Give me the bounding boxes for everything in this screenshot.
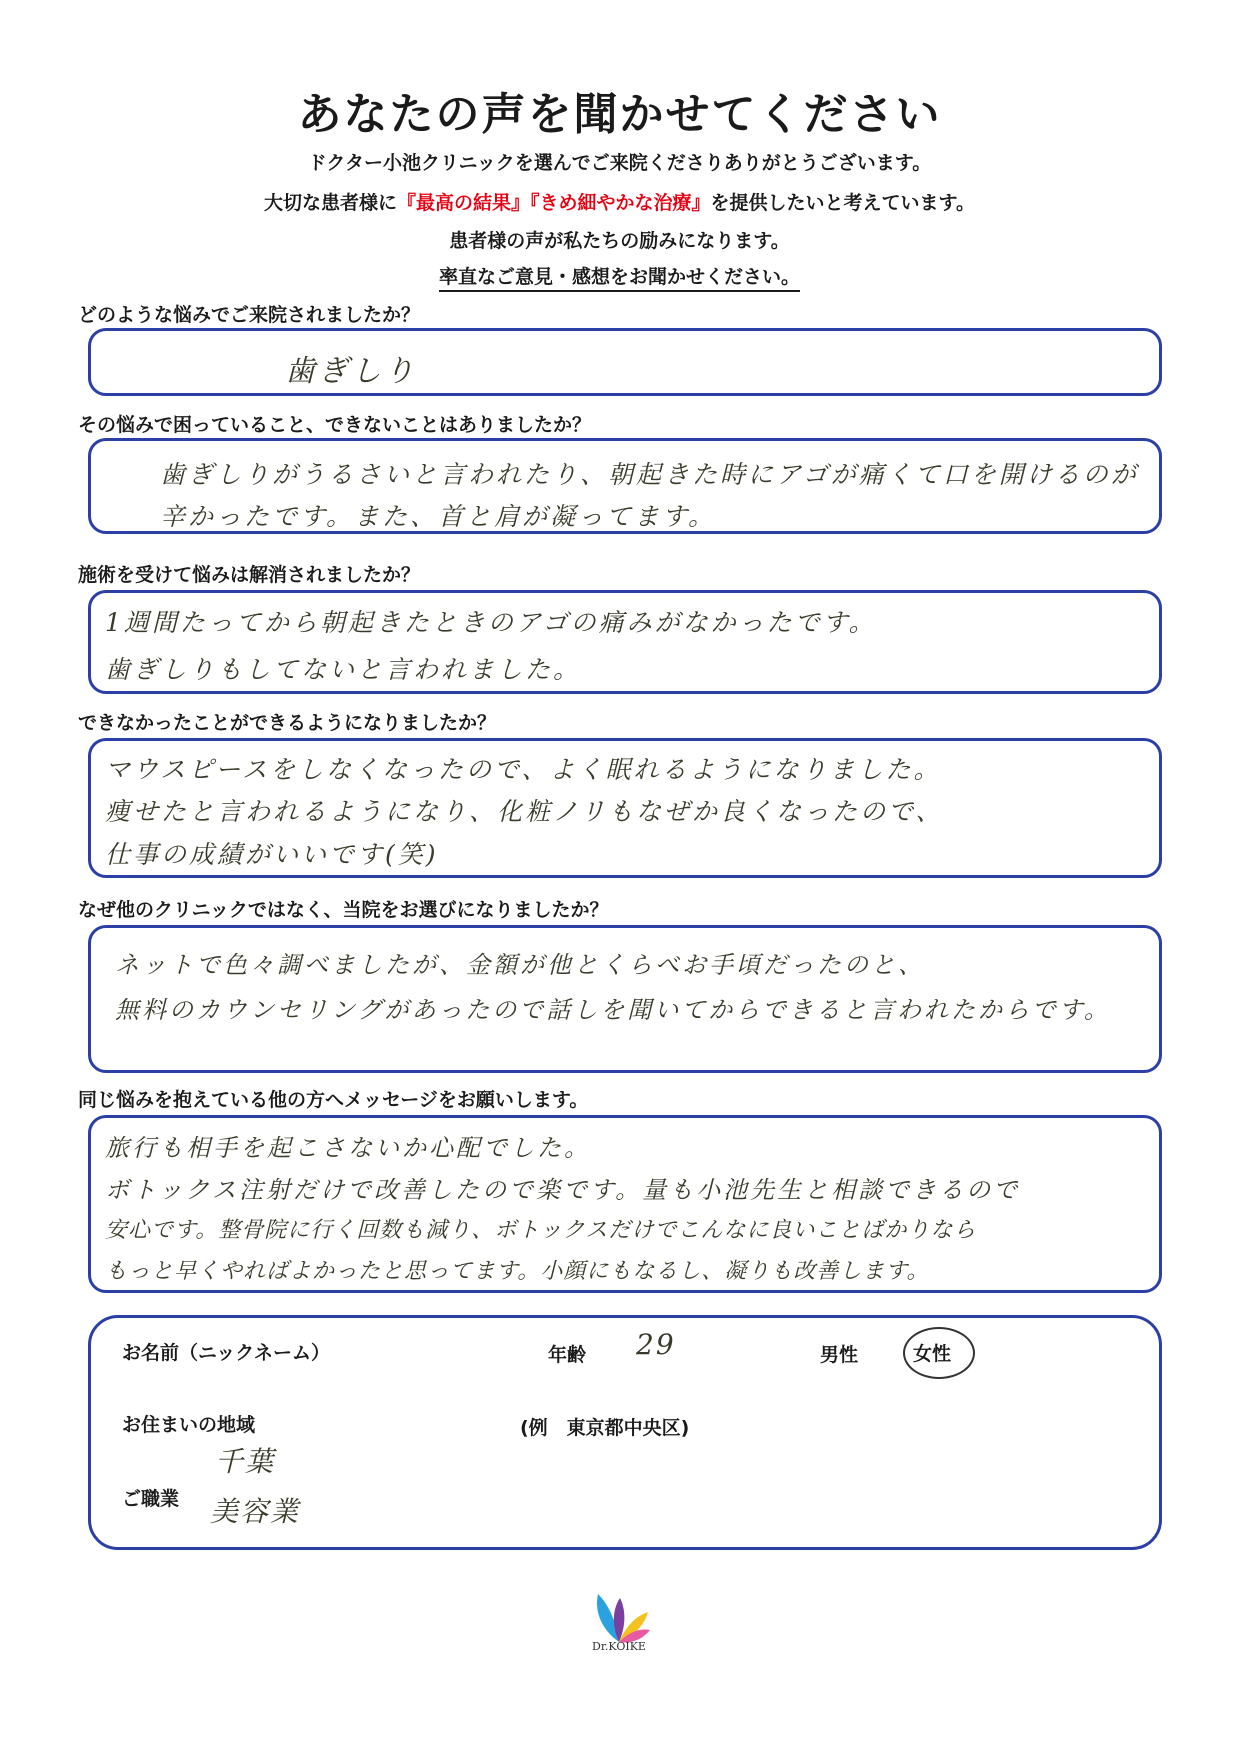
question-4-label: できなかったことができるようになりましたか？ [78, 712, 497, 734]
intro-line-4-text: 率直なご意見・感想をお聞かせください。 [439, 266, 800, 292]
age-value: 29 [636, 1328, 676, 1361]
page-title: あなたの声を聞かせてください [297, 89, 942, 140]
intro-line-2 [0, 188, 1239, 215]
question-6-answer-line-3: 安心です。整骨院に行く回数も減り、ボトックスだけでこんなに良いことばかりなら [105, 1218, 977, 1243]
question-2-answer-line-2: 辛かったです。また、首と肩が凝ってます。 [160, 502, 717, 531]
male-label: 男性 [820, 1344, 859, 1366]
question-5-answer-line-1: ネットで色々調べましたが、金額が他とくらべお手頃だったのと、 [115, 951, 925, 979]
question-2-answer-line-1: 歯ぎしりがうるさいと言われたり、朝起きた時にアゴが痛くて口を開けるのが [160, 460, 1139, 489]
question-5-label: なぜ他のクリニックではなく、当院をお選びになりましたか？ [78, 899, 609, 921]
question-1-answer-box [88, 328, 1162, 396]
logo-text: Dr.KOIKE [592, 1640, 646, 1653]
female-label: 女性 [913, 1343, 952, 1365]
age-label: 年齢 [548, 1344, 587, 1366]
intro-line-2-highlight: 『最高の結果』『きめ細やかな治療』 [397, 192, 711, 214]
question-3-answer-line-2: 歯ぎしりもしてないと言われました。 [105, 655, 582, 684]
intro-line-3: 患者様の声が私たちの励みになります。 [449, 230, 790, 252]
area-value: 千葉 [215, 1445, 276, 1478]
question-4-answer-line-2: 痩せたと言われるようになり、化粧ノリもなぜか良くなったので、 [105, 797, 944, 826]
job-value: 美容業 [210, 1495, 301, 1528]
area-example: (例 東京都中央区) [520, 1417, 690, 1439]
question-4-answer-line-3: 仕事の成績がいいです(笑) [105, 840, 439, 869]
intro-line-4 [0, 262, 1239, 289]
intro-line-1: ドクター小池クリニックを選んでご来院くださりありがとうございます。 [307, 152, 932, 174]
question-6-answer-line-2: ボトックス注射だけで改善したので楽です。量も小池先生と相談できるので [105, 1176, 1021, 1204]
question-6-answer-line-4: もっと早くやればよかったと思ってます。小顔にもなるし、凝りも改善します。 [105, 1259, 930, 1284]
intro-line-2-pre: 大切な患者様に [263, 192, 397, 214]
question-3-answer-line-1: 1週間たってから朝起きたときのアゴの痛みがなかったです。 [105, 608, 877, 637]
question-6-label: 同じ悩みを抱えている他の方へメッセージをお願いします。 [78, 1089, 589, 1111]
intro-line-2-post: を提供したいと考えています。 [710, 192, 975, 214]
area-label: お住まいの地域 [122, 1414, 256, 1436]
question-2-label: その悩みで困っていること、できないことはありましたか？ [78, 414, 592, 436]
question-1-label: どのような悩みでご来院されましたか？ [78, 304, 421, 326]
question-6-answer-line-1: 旅行も相手を起こさないか心配でした。 [105, 1134, 591, 1162]
job-label: ご職業 [122, 1488, 180, 1510]
name-label: お名前（ニックネーム） [122, 1342, 331, 1364]
question-3-label: 施術を受けて悩みは解消されましたか？ [78, 564, 421, 586]
question-5-answer-line-2: 無料のカウンセリングがあったので話しを聞いてからできると言われたからです。 [115, 996, 1111, 1024]
question-1-answer-line-1: 歯ぎしり [285, 354, 417, 389]
question-4-answer-line-1: マウスピースをしなくなったので、よく眠れるようになりました。 [105, 755, 942, 784]
